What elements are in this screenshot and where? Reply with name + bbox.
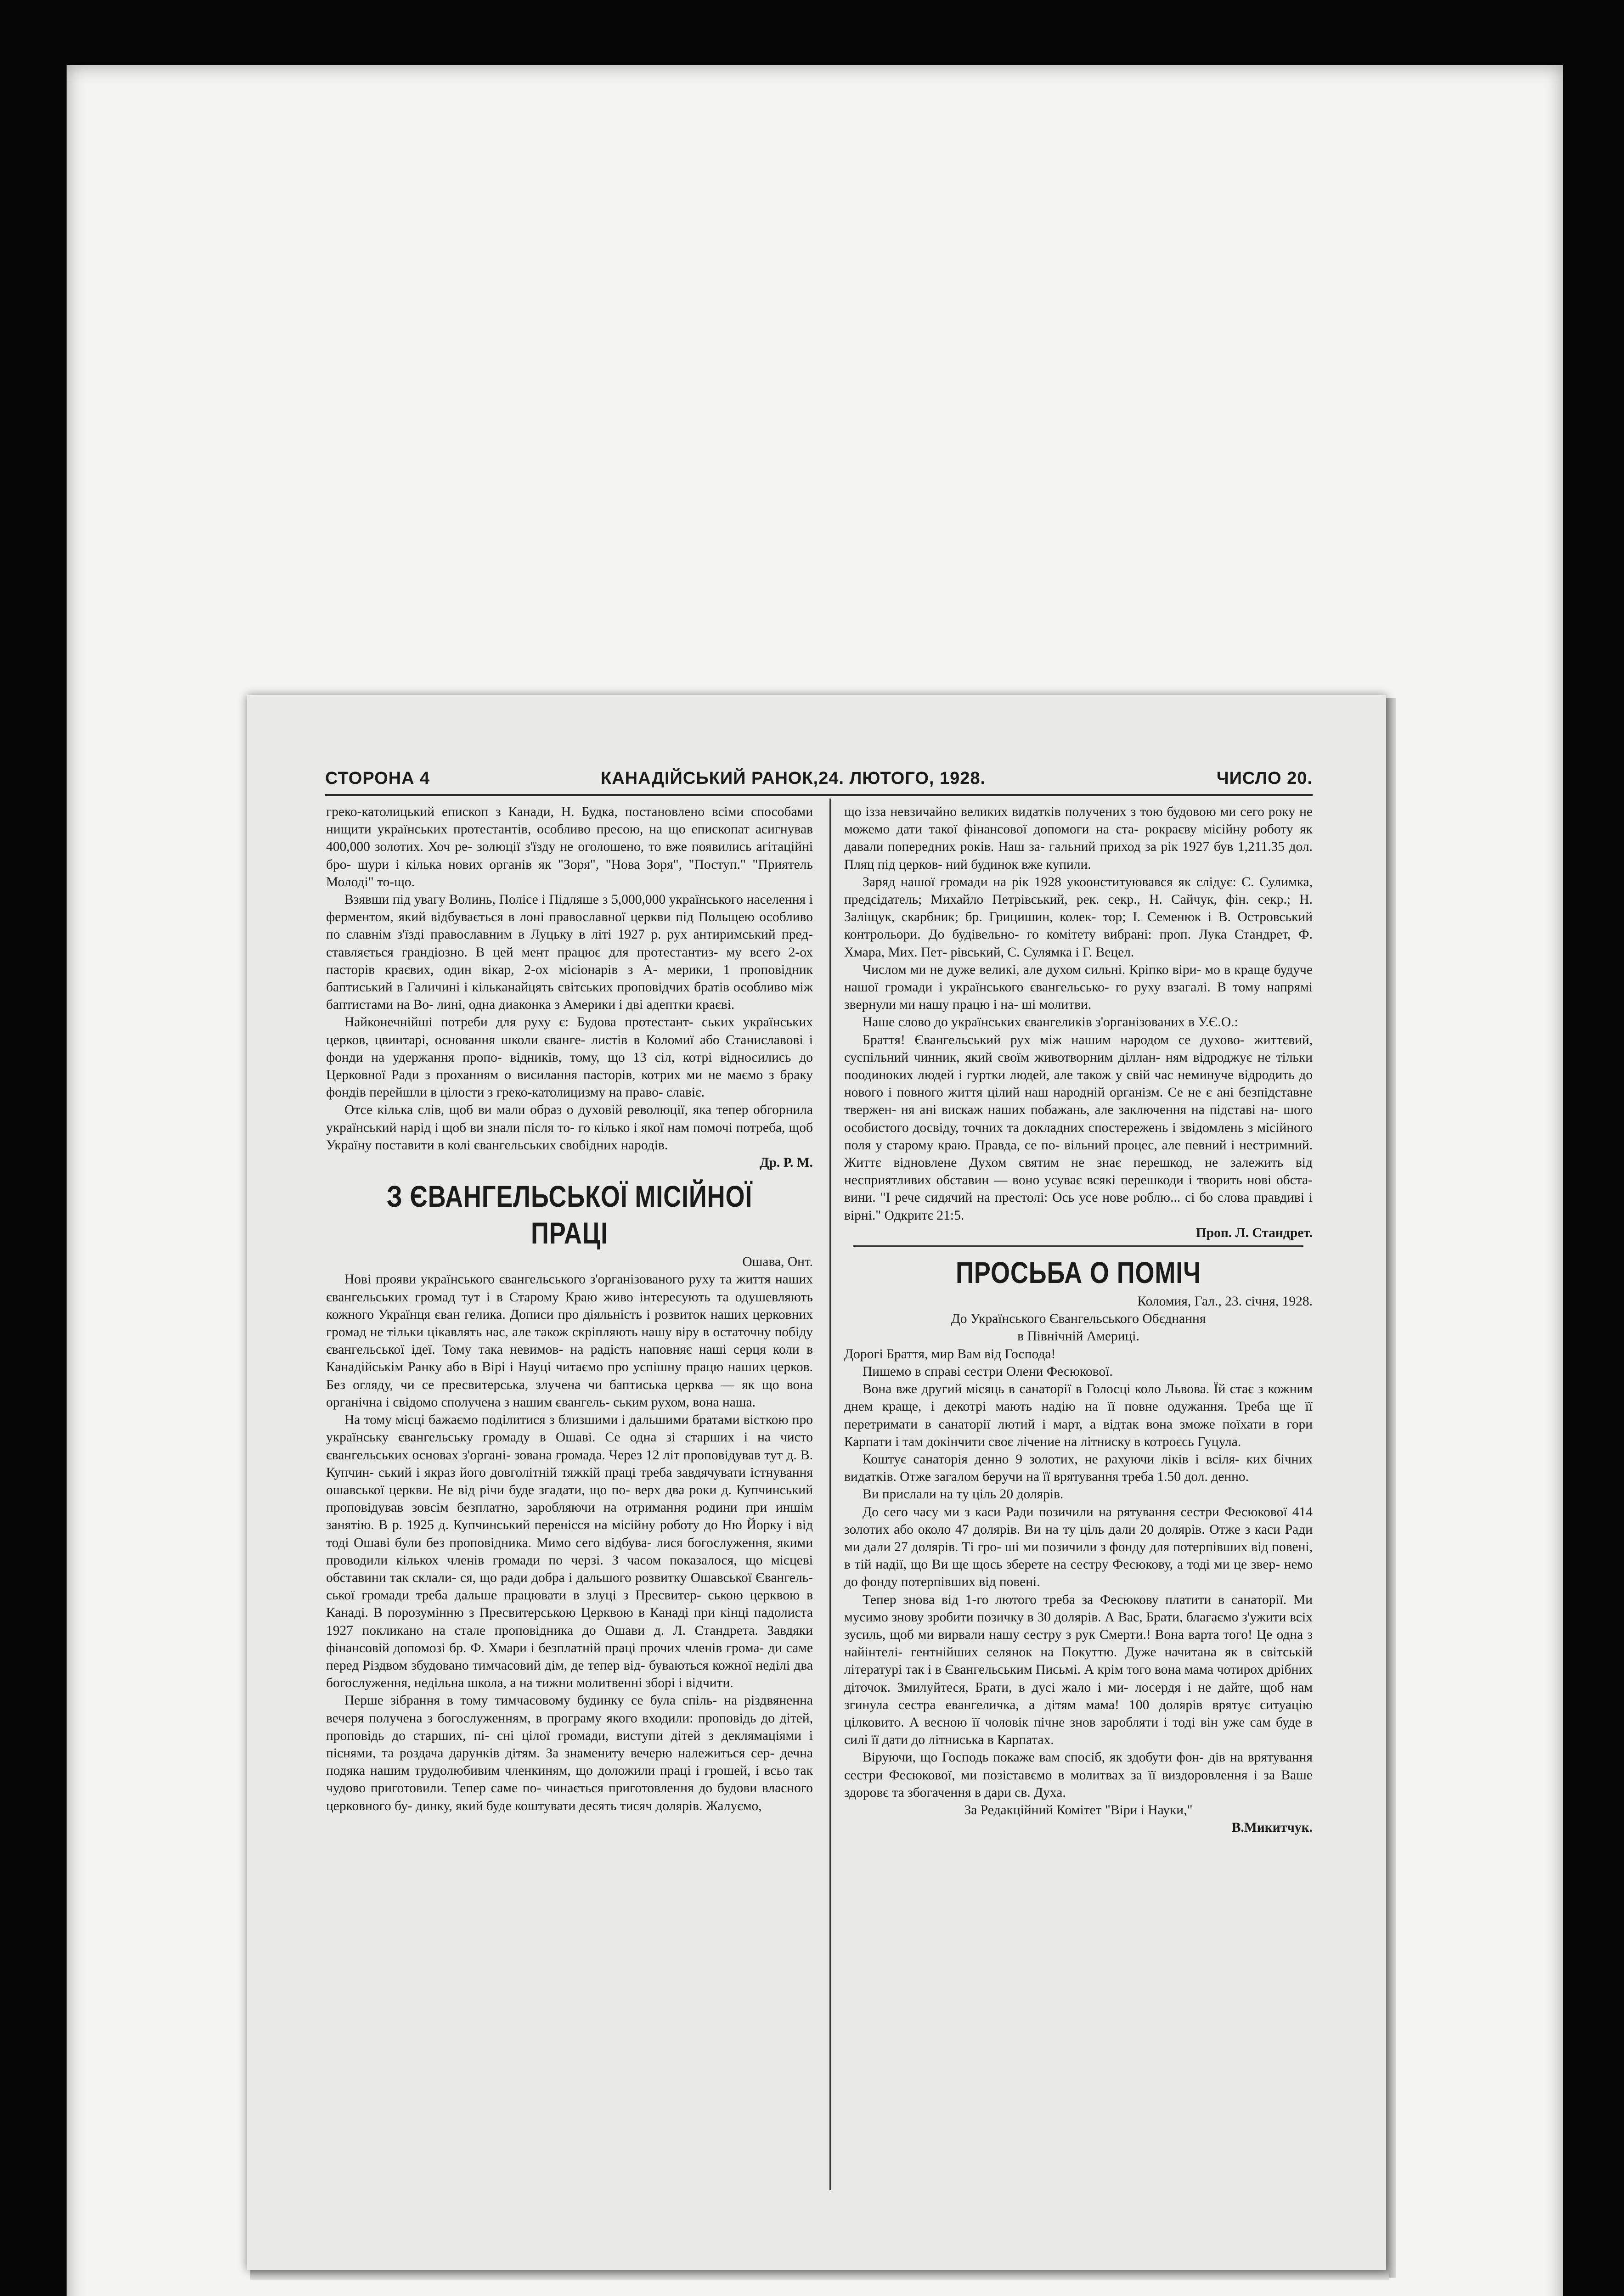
page-edge-shadow-bottom (250, 2270, 1389, 2280)
article-paragraph: Заряд нашої громади на рік 1928 укоонституювався як слідує: С. Сулимка, предсідатель; Михайло Петрівський, рек. секр., Н. Сайчук, фін. секр.; Н. Заліщук, скарбник; бр. Грицишин, колек- тор; І. Семенюк і В. Островський контрольори. До будівельно- го комітету вибрані: проп. Лука Стандрет, Ф. Хмара, Мих. Пет- рівський, С. Сулямка і Г. Вецел. (844, 874, 1313, 960)
address-line: До Українського Євангельського Обєднання (951, 1311, 1206, 1327)
article-headline: ПРОСЬБА О ПОМІЧ (956, 1255, 1201, 1290)
article-paragraph: До сего часу ми з каси Ради позичили на рятування сестри Фесюкової 414 золотих або около 47 долярів. Ви на ту ціль дали 20 долярів. Отже з каси Ради ми дали 27 долярів. Ті гро- ші ми позичили з фонду для потерпівших від повені, в тій надії, що Ви ще щось зберете на сестру Фесюкову, а тоді ми це звер- немо до фонду потерпівших від повені. (844, 1504, 1313, 1590)
article-paragraph: Вона вже другий місяць в санаторії в Голосці коло Львова. Їй стає з кожним днем краще, і декотрі мають надію на її повне одужання. Треба ще її перетримати в санаторії лютий і март, а відтак вона зможе поїхати в гори Карпати і там докінчити своє лічение на літниску в котроєсь Гуцула. (844, 1382, 1313, 1449)
article-paragraph: Найконечнійші потреби для руху є: Будова протестант- ських українських церков, цвинтарі, основання школи єванге- листів в Коломиї або Станиславові і фонди на удержання пропо- відників, тому, що 13 сіл, котрі відносились до Церковної Ради з проханням о висилання пасторів, котрих ми не маємо з браку фондів перейшли в цілости з греко-католицизму на право- славіє. (326, 1015, 813, 1100)
address-line: в Північній Америці. (1017, 1329, 1139, 1344)
article-paragraph: Числом ми не дуже великі, але духом сильні. Кріпко віри- мо в краще будуче нашої громади і українського євангельсько- го руху взагалі. В тому напрямі звернули ми нашу працю і на- ші молитви. (844, 962, 1313, 1013)
article-paragraph: Отсе кілька слів, щоб ви мали образ о духовій революції, яка тепер обгорнила український нарід і щоб ви знали після то- го кілько і якої нам помочі потреба, щоб Україну поставити в колі євангельських свобідних народів. (326, 1103, 813, 1153)
author-signature: Проп. Л. Стандрет. (1195, 1225, 1313, 1240)
left-column (326, 803, 813, 1815)
article-paragraph: греко-католицький епископ з Канади, Н. Будка, постановлено всіми способами нищити українських протестантів, особливо пресою, на що епископат асигнував 400,000 золотих. Хоч ре- золюції з'їзду не оголошено, то вже появились агітаційні бро- шури і кілька нових органів як "Зоря", "Нова Зоря", "Поступ." "Приятель Молоді" то-що. (326, 805, 813, 889)
newspaper-page (247, 695, 1386, 2270)
article-paragraph: Нові прояви українського євангельського з'організованого руху та життя наших євангельських громад тут і в Старому Краю живо інтересують та одушевляють кожного Українця єван гелика. Дописи про діяльність і розвиток наших церковних громад не тільки цікавлять нас, але також скріпляють нашу віру в остаточну побіду євангельської ідеї. Тому така невимов- на радість наповняє наші серця коли в Канадійськім Ранку або в Вірі і Науці читаємо про успішну працю наших церков. Без огляду, чи се пресвитерська, злучена чи баптиська церква — як що вона органічна і свідомо сполучена з нашим євангель- ським рухом, вона наша. (326, 1272, 813, 1410)
author-signature: Др. Р. М. (760, 1155, 813, 1171)
article-paragraph: що ізза невзичайно великих видатків получених з тою будовою ми сего року не можемо дати такої фінансової допомоги на ста- рокраєву місійну роботу як давали попередних років. Наш за- гальний приход за рік 1927 був 1,211.35 дол. Пляц під церков- ний будинок вже купили. (844, 805, 1313, 872)
right-column (844, 803, 1313, 1836)
masthead-date: КАНАДІЙСЬКИЙ РАНОК,24. ЛЮТОГО, 1928. (601, 769, 986, 788)
article-paragraph: Пишемо в справі сестри Олени Фесюкової. (863, 1364, 1113, 1379)
closing-signature: В.Микитчук. (1231, 1820, 1313, 1835)
article-paragraph: Ви прислали на ту ціль 20 долярів. (863, 1487, 1064, 1502)
greeting: Дорогі Браття, мир Вам від Господа! (844, 1346, 1056, 1362)
article-paragraph: Тепер знова від 1-го лютого треба за Фесюкову платити в санаторії. Ми муcимо знову зробити позичку в 30 долярів. А Вас, Брати, благаємо з'ужити всіх зусиль, щоб ми вирвали нашу сестру з рук Смерти.! Вона варта того! Це одна з найінтелі- гентнійших селянок на Покуттю. Дуже начитана як в світській літературі так і в Євангельським Письмі. А крім того вона мама чотирох дрібних діточок. Змилуйтеся, Брати, в дусі жало і ми- лосердя і не дайте, щоб нам згинула сестра евангеличка, а дітям мама! 100 долярів врятує ситуацію цілковито. А весною її чоловік пічне знов заробляти і тоді він уже сам буде в силі її дати до літниська в Карпатах. (844, 1592, 1313, 1748)
page-number: СТОРОНА 4 (325, 769, 430, 788)
running-head (325, 769, 1313, 796)
page-edge-shadow (1386, 698, 1396, 2278)
article-dateline: Коломия, Гал., 23. січня, 1928. (1137, 1294, 1313, 1309)
closing-line: За Редакційний Комітет "Віри і Науки," (964, 1802, 1193, 1818)
issue-number: ЧИСЛО 20. (1216, 769, 1313, 788)
article-paragraph: Коштує санаторія денно 9 золотих, не рахуючи ліків і всіля- ких бічних видатків. Отже загалом беручи на її врятування треба 1.50 дол. денно. (844, 1452, 1313, 1485)
section-rule (853, 1245, 1303, 1247)
article-paragraph: Віруючи, що Господь покаже вам спосіб, як здобути фон- дів на врятування сестри Фесюкової, ми позіставємо в молитвах за її виздоровлення і за Ваше здоровє та збогачення в дари св. Духа. (844, 1750, 1313, 1800)
article-paragraph: На тому місці бажаємо поділитися з близшими і дальшими братами вісткою про українську євангельську громаду в Ошаві. Се одна зі старших і на чисто євангельських основах з'органі- зована громада. Через 12 літ проповідував тут д. В. Купчин- ський і якраз його довголітній тяжкій праці треба завдячувати істнування ошавської церкви. Не від річи буде згадати, що по- верх два роки д. Купчинський проповідував зовсім безплатно, заробляючи на отримання родини при иншім занятію. В р. 1925 д. Купчинський перенісся на місійну роботу до Ню Йорку і від тоді Ошаві були без проповідника. Мимо сего відбува- лися богослуження, якими проводили кількох членів громади по черзі. З часом показалося, що місцеві обставини так склали- ся, що ради добра і дальшого розвитку Ошавської Євангель- ської громади треба дальше працювати в злуці з Пресвитер- ською церквою в Канаді. В порозумінню з Пресвитерською Церквою в Канаді при кінці падолиста 1927 покликано на стале проповідника до Ошави д. Л. Стандрета. Завдяки фінансовій допомозі бр. Ф. Хмари і безплатній праці прочих членів грома- ди саме перед Різдвом збудовано тимчасовий дім, де тепер від- буваються кожної неділі два богослуження, недільна школа, а на тижни молитвенні зборі і відчити. (326, 1412, 813, 1691)
header-rule (325, 794, 1313, 796)
article-paragraph: Взявши під увагу Волинь, Полісе і Підляше з 5,000,000 українського населення і ферментом, який відбувається в лоні православної церкви під Польщею особливо по славнім з'їзді православним в Луцьку в літі 1927 р. рух антиримський пред- ставляється грандіозно. В цей мент працює для протестантиз- му всего 2-ох пасторів краєвих, один вікар, 2-ох місіонарів з А- мерики, 1 проповідник баптиський в Галичині і кільканайцять світських проповідчих братів особливо між баптистами на Во- лині, одна диаконка з Америки і дві адептки краєві. (326, 892, 813, 1013)
article-headline: З ЄВАНГЕЛЬСЬКОЇ МІСІЙНОЇ ПРАЦІ (386, 1179, 753, 1250)
article-paragraph: Наше слово до українських євангеликів з'організованих в У.Є.О.: (863, 1015, 1238, 1030)
article-paragraph: Браття! Євангельський рух між нашим народом се духово- життєвий, суспільний чинник, який своїм животворним діллан- ням відроджує не тільки поодиноких людей і гуртки людей, але також у свій час неминуче відродить до нового і повного життя цілий наш народній організм. Се не є ані безпідставне твержен- ня ані вискаж наших побажань, але заключення на підставі на- шого особистого досвіду, точних та докладних спостережень і звідомлень з місійного поля у старому краю. Правда, се по- вільний процес, але певний і нестримний. Життє відновлене Духом святим не знає перешкод, не залежить від несприятливих обставин — воно усуває всякі перешкоди і творить нові обста- вини. "І рече сидячий на престолі: Ось усе нове роблю... сі бо слова правдиві і вірні." Одкритє 21:5. (844, 1032, 1313, 1223)
article-dateline: Ошава, Онт. (742, 1255, 813, 1270)
column-divider (829, 799, 831, 2190)
article-paragraph: Перше зібрання в тому тимчасовому будинку се була спіль- на різдвяненна вечеря получена з богослуженням, в програму якого входили: проповідь до дітей, проповідь до старших, пі- сні цілої громади, виступи дітей з деклямаціями і піснями, та роздача дарунків дітям. За знамениту вечерю належиться сер- дечна подяка нашим трудолюбивим членкиням, що доложили праці і грошей, і всьо так чудово приготовили. Тепер саме по- чинається приготовлення до будови власного церковного бу- динку, який буде коштувати десять тисяч долярів. Жалуємо, (326, 1693, 813, 1813)
